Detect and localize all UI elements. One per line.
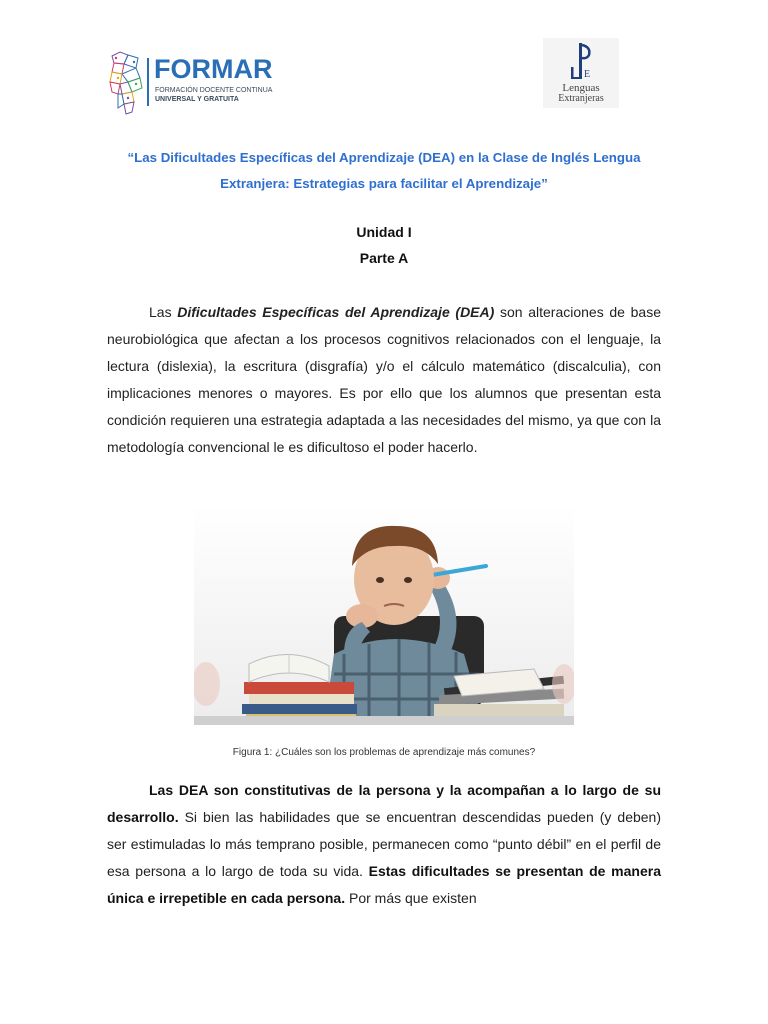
lenguas-extranjeras-logo [543, 38, 619, 108]
formar-mosaic-icon [106, 50, 146, 116]
formar-logo [106, 50, 273, 116]
paragraph-dea-nature [107, 777, 661, 912]
formar-divider [147, 58, 149, 106]
unit-heading: Unidad I [356, 224, 412, 240]
figure-caption: Figura 1: ¿Cuáles son los problemas de aprendizaje más comunes? [232, 747, 536, 758]
formar-wordmark: FORMAR [154, 54, 273, 84]
paragraph-body: son alteraciones de base neurobiológica que afectan a los procesos cognitivos relacionados con el lenguaje, la lectura (dislexia), la escritura (disgrafía) y/o el cálculo matemático (discalculia), con implicaciones menores o mayores. Es por ello que los alumnos que presentan esta condición requieren una estrategia adaptada a las necesidades del mismo, ya que con la metodología convencional le es dificultoso el poder hacerlo. [107, 304, 661, 455]
lenguas-label: Lenguas [562, 82, 600, 94]
bold-statement-1: Las DEA son constitutivas de la persona y la acompañan a lo largo de su desarrollo. [107, 782, 661, 825]
formar-tagline-bold: UNIVERSAL Y GRATUITA [155, 96, 239, 103]
le-monogram-icon [565, 41, 599, 83]
page-header [0, 0, 768, 130]
formar-tagline: FORMACIÓN DOCENTE CONTINUA [155, 87, 273, 94]
svg-text:E: E [584, 69, 591, 80]
paragraph-text-2: Por más que existen [345, 890, 477, 906]
paragraph-intro [107, 299, 661, 461]
paragraph-text-1: Si bien las habilidades que se encuentran descendidas pueden (y deben) ser estimuladas lo más temprano posible, permanecen como “punto débil” en el perfil de esa persona a lo largo de toda su vida. [107, 809, 661, 879]
part-heading: Parte A [359, 250, 409, 266]
document-title: “Las Dificultades Específicas del Aprendizaje (DEA) en la Clase de Inglés Lengua Extranjera: Estrategias para facilitar el Aprendizaje” [127, 150, 641, 191]
dea-term: Dificultades Específicas del Aprendizaje (DEA) [177, 304, 495, 320]
figure-image [194, 504, 574, 725]
bold-statement-2: Estas dificultades se presentan de manera única e irrepetible en cada persona. [107, 863, 661, 906]
extranjeras-label: Extranjeras [558, 93, 604, 104]
paragraph-lead: Las [149, 304, 178, 320]
student-studying-illustration [194, 504, 574, 725]
